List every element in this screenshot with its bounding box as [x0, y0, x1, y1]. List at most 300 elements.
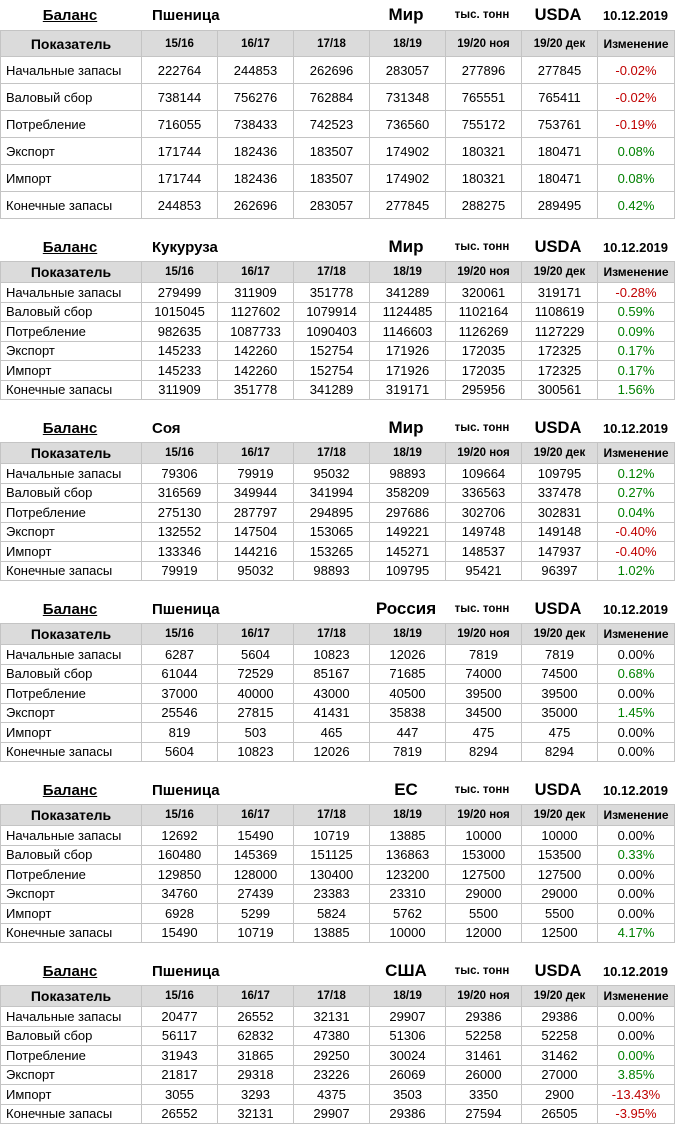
value-cell: 85167 — [293, 665, 369, 684]
value-cell: 262696 — [217, 192, 293, 218]
value-cell: 31865 — [217, 1046, 293, 1065]
table-row — [0, 1027, 675, 1047]
table-row — [0, 562, 675, 582]
balance-table — [0, 0, 675, 219]
value-cell: 7819 — [521, 645, 597, 664]
value-cell: 30024 — [369, 1046, 445, 1065]
column-header-16-17: 16/17 — [217, 443, 293, 463]
table-row — [0, 192, 675, 219]
column-header-19-20-nov: 19/20 ноя — [445, 624, 521, 644]
value-cell: 34500 — [445, 704, 521, 723]
row-label: Экспорт — [6, 886, 55, 902]
indicator-column-header: Показатель — [30, 807, 112, 823]
table-row — [0, 464, 675, 484]
value-cell: 25546 — [141, 704, 217, 723]
value-cell: 10719 — [293, 826, 369, 845]
column-header-18-19: 18/19 — [369, 805, 445, 825]
value-cell: 109795 — [521, 464, 597, 483]
row-label: Валовый сбор — [6, 89, 93, 105]
change-column-header: Изменение — [597, 262, 674, 282]
change-cell: 0.00% — [597, 645, 674, 664]
value-cell: 180471 — [521, 165, 597, 191]
change-cell: 1.02% — [597, 562, 674, 581]
value-cell: 294895 — [293, 503, 369, 522]
value-cell: 74500 — [521, 665, 597, 684]
change-cell: 0.00% — [597, 1007, 674, 1026]
value-cell: 295956 — [445, 381, 521, 400]
value-cell: 41431 — [293, 704, 369, 723]
value-cell: 35000 — [521, 704, 597, 723]
column-header-16-17: 16/17 — [217, 986, 293, 1006]
column-header-row — [0, 442, 675, 464]
region-label: Россия — [375, 599, 437, 618]
change-cell: 0.12% — [597, 464, 674, 483]
value-cell: 10000 — [369, 924, 445, 943]
value-cell: 3503 — [369, 1085, 445, 1104]
value-cell: 39500 — [521, 684, 597, 703]
value-cell: 287797 — [217, 503, 293, 522]
row-label: Начальные запасы — [6, 646, 122, 662]
value-cell: 182436 — [217, 138, 293, 164]
table-row — [0, 138, 675, 165]
value-cell: 341994 — [293, 484, 369, 503]
table-row — [0, 865, 675, 885]
change-cell: 1.56% — [597, 381, 674, 400]
table-title-row — [0, 776, 675, 804]
value-cell: 244853 — [141, 192, 217, 218]
table-title-row — [0, 0, 675, 30]
table-row — [0, 1007, 675, 1027]
value-cell: 182436 — [217, 165, 293, 191]
value-cell: 145369 — [217, 846, 293, 865]
report-date: 10.12.2019 — [602, 782, 669, 798]
table-row — [0, 684, 675, 704]
change-cell: 0.17% — [597, 361, 674, 380]
value-cell: 35838 — [369, 704, 445, 723]
column-header-19-20-dec: 19/20 дек — [521, 443, 597, 463]
indicator-column-header: Показатель — [30, 264, 112, 280]
value-cell: 148537 — [445, 542, 521, 561]
value-cell: 4375 — [293, 1085, 369, 1104]
column-header-16-17: 16/17 — [217, 624, 293, 644]
value-cell: 29250 — [293, 1046, 369, 1065]
value-cell: 52258 — [445, 1027, 521, 1046]
value-cell: 95032 — [217, 562, 293, 581]
table-body — [0, 1007, 675, 1124]
table-row — [0, 924, 675, 944]
column-header-19-20-nov: 19/20 ноя — [445, 443, 521, 463]
value-cell: 5824 — [293, 904, 369, 923]
value-cell: 12000 — [445, 924, 521, 943]
value-cell: 34760 — [141, 885, 217, 904]
column-header-18-19: 18/19 — [369, 31, 445, 56]
value-cell: 171744 — [141, 165, 217, 191]
change-cell: -13.43% — [597, 1085, 674, 1104]
table-row — [0, 283, 675, 303]
balance-table — [0, 776, 675, 943]
value-cell: 132552 — [141, 523, 217, 542]
balance-title: Баланс — [42, 600, 98, 618]
column-header-19-20-dec: 19/20 дек — [521, 31, 597, 56]
column-header-15-16: 15/16 — [141, 31, 217, 56]
change-column-header: Изменение — [597, 986, 674, 1006]
value-cell: 31462 — [521, 1046, 597, 1065]
row-label: Импорт — [6, 1086, 52, 1102]
value-cell: 7819 — [445, 645, 521, 664]
change-cell: 0.68% — [597, 665, 674, 684]
value-cell: 765411 — [521, 84, 597, 110]
value-cell: 736560 — [369, 111, 445, 137]
value-cell: 127500 — [521, 865, 597, 884]
value-cell: 503 — [217, 723, 293, 742]
table-row — [0, 885, 675, 905]
table-row — [0, 723, 675, 743]
row-label: Конечные запасы — [6, 382, 113, 398]
value-cell: 2900 — [521, 1085, 597, 1104]
table-row — [0, 84, 675, 111]
value-cell: 5604 — [141, 743, 217, 762]
value-cell: 29000 — [521, 885, 597, 904]
value-cell: 1126269 — [445, 322, 521, 341]
table-title-row — [0, 957, 675, 985]
change-cell: 0.33% — [597, 846, 674, 865]
table-row — [0, 1105, 675, 1124]
value-cell: 283057 — [293, 192, 369, 218]
commodity-label: Соя — [152, 419, 181, 437]
balance-table — [0, 414, 675, 581]
table-row — [0, 846, 675, 866]
indicator-column-header: Показатель — [30, 445, 112, 461]
value-cell: 39500 — [445, 684, 521, 703]
source-label: USDA — [534, 780, 582, 799]
value-cell: 29318 — [217, 1066, 293, 1085]
value-cell: 762884 — [293, 84, 369, 110]
change-column-header: Изменение — [597, 31, 674, 56]
value-cell: 61044 — [141, 665, 217, 684]
value-cell: 149221 — [369, 523, 445, 542]
value-cell: 8294 — [521, 743, 597, 762]
column-header-row — [0, 623, 675, 645]
value-cell: 109795 — [369, 562, 445, 581]
value-cell: 95032 — [293, 464, 369, 483]
column-header-16-17: 16/17 — [217, 31, 293, 56]
column-header-19-20-nov: 19/20 ноя — [445, 262, 521, 282]
report-date: 10.12.2019 — [602, 7, 669, 23]
value-cell: 731348 — [369, 84, 445, 110]
change-cell: 4.17% — [597, 924, 674, 943]
value-cell: 341289 — [369, 283, 445, 302]
balance-table — [0, 233, 675, 400]
value-cell: 129850 — [141, 865, 217, 884]
table-body — [0, 645, 675, 762]
value-cell: 136863 — [369, 846, 445, 865]
column-header-row — [0, 985, 675, 1007]
value-cell: 13885 — [293, 924, 369, 943]
column-header-15-16: 15/16 — [141, 443, 217, 463]
report-date: 10.12.2019 — [602, 239, 669, 255]
row-label: Конечные запасы — [6, 925, 113, 941]
value-cell: 337478 — [521, 484, 597, 503]
value-cell: 12692 — [141, 826, 217, 845]
value-cell: 109664 — [445, 464, 521, 483]
value-cell: 32131 — [293, 1007, 369, 1026]
value-cell: 27439 — [217, 885, 293, 904]
value-cell: 152754 — [293, 361, 369, 380]
column-header-18-19: 18/19 — [369, 986, 445, 1006]
table-title-row — [0, 414, 675, 442]
column-header-18-19: 18/19 — [369, 443, 445, 463]
column-header-15-16: 15/16 — [141, 986, 217, 1006]
value-cell: 174902 — [369, 138, 445, 164]
column-header-16-17: 16/17 — [217, 805, 293, 825]
value-cell: 765551 — [445, 84, 521, 110]
column-header-row — [0, 804, 675, 826]
change-cell: -0.28% — [597, 283, 674, 302]
value-cell: 95421 — [445, 562, 521, 581]
value-cell: 982635 — [141, 322, 217, 341]
value-cell: 23383 — [293, 885, 369, 904]
value-cell: 6287 — [141, 645, 217, 664]
column-header-18-19: 18/19 — [369, 262, 445, 282]
value-cell: 147504 — [217, 523, 293, 542]
value-cell: 145271 — [369, 542, 445, 561]
value-cell: 183507 — [293, 165, 369, 191]
row-label: Потребление — [6, 1047, 86, 1063]
value-cell: 302831 — [521, 503, 597, 522]
table-row — [0, 904, 675, 924]
change-column-header: Изменение — [597, 624, 674, 644]
change-cell: -0.40% — [597, 542, 674, 561]
row-label: Потребление — [6, 504, 86, 520]
value-cell: 1146603 — [369, 322, 445, 341]
value-cell: 13885 — [369, 826, 445, 845]
change-cell: -0.40% — [597, 523, 674, 542]
table-row — [0, 645, 675, 665]
row-label: Потребление — [6, 866, 86, 882]
column-header-19-20-nov: 19/20 ноя — [445, 31, 521, 56]
balance-table — [0, 957, 675, 1124]
value-cell: 96397 — [521, 562, 597, 581]
change-cell: 0.00% — [597, 743, 674, 762]
balance-title: Баланс — [42, 419, 98, 437]
value-cell: 275130 — [141, 503, 217, 522]
column-header-17-18: 17/18 — [293, 624, 369, 644]
value-cell: 145233 — [141, 361, 217, 380]
column-header-15-16: 15/16 — [141, 805, 217, 825]
change-cell: -0.19% — [597, 111, 674, 137]
value-cell: 12500 — [521, 924, 597, 943]
table-body — [0, 826, 675, 943]
change-cell: -3.95% — [597, 1105, 674, 1124]
value-cell: 738144 — [141, 84, 217, 110]
change-cell: 0.27% — [597, 484, 674, 503]
value-cell: 10823 — [293, 645, 369, 664]
change-cell: 0.09% — [597, 322, 674, 341]
row-label: Потребление — [6, 323, 86, 339]
change-cell: 0.00% — [597, 826, 674, 845]
change-cell: 3.85% — [597, 1066, 674, 1085]
table-row — [0, 523, 675, 543]
value-cell: 183507 — [293, 138, 369, 164]
report-date: 10.12.2019 — [602, 601, 669, 617]
change-cell: -0.02% — [597, 84, 674, 110]
table-row — [0, 542, 675, 562]
value-cell: 29907 — [293, 1105, 369, 1124]
units-label: тыс. тонн — [454, 9, 510, 21]
table-row — [0, 1046, 675, 1066]
value-cell: 180321 — [445, 138, 521, 164]
value-cell: 5500 — [521, 904, 597, 923]
value-cell: 40000 — [217, 684, 293, 703]
balance-title: Баланс — [42, 781, 98, 799]
row-label: Импорт — [6, 170, 52, 186]
source-label: USDA — [534, 418, 582, 437]
value-cell: 756276 — [217, 84, 293, 110]
value-cell: 5604 — [217, 645, 293, 664]
value-cell: 1124485 — [369, 303, 445, 322]
value-cell: 10000 — [521, 826, 597, 845]
change-cell: 0.00% — [597, 885, 674, 904]
value-cell: 142260 — [217, 342, 293, 361]
change-cell: 0.17% — [597, 342, 674, 361]
change-cell: 0.04% — [597, 503, 674, 522]
value-cell: 151125 — [293, 846, 369, 865]
row-label: Конечные запасы — [6, 744, 113, 760]
value-cell: 753761 — [521, 111, 597, 137]
value-cell: 23226 — [293, 1066, 369, 1085]
value-cell: 5299 — [217, 904, 293, 923]
indicator-column-header: Показатель — [30, 35, 112, 52]
commodity-label: Пшеница — [152, 600, 220, 618]
value-cell: 27815 — [217, 704, 293, 723]
row-label: Конечные запасы — [6, 1106, 113, 1122]
value-cell: 351778 — [293, 283, 369, 302]
value-cell: 40500 — [369, 684, 445, 703]
column-header-19-20-dec: 19/20 дек — [521, 262, 597, 282]
value-cell: 316569 — [141, 484, 217, 503]
value-cell: 52258 — [521, 1027, 597, 1046]
change-cell: 0.00% — [597, 684, 674, 703]
row-label: Экспорт — [6, 1067, 55, 1083]
value-cell: 15490 — [217, 826, 293, 845]
value-cell: 171744 — [141, 138, 217, 164]
value-cell: 1108619 — [521, 303, 597, 322]
value-cell: 319171 — [521, 283, 597, 302]
value-cell: 37000 — [141, 684, 217, 703]
value-cell: 142260 — [217, 361, 293, 380]
report-date: 10.12.2019 — [602, 420, 669, 436]
value-cell: 29386 — [521, 1007, 597, 1026]
value-cell: 819 — [141, 723, 217, 742]
balance-table — [0, 595, 675, 762]
value-cell: 98893 — [369, 464, 445, 483]
value-cell: 465 — [293, 723, 369, 742]
table-row — [0, 111, 675, 138]
column-header-19-20-dec: 19/20 дек — [521, 624, 597, 644]
source-label: USDA — [534, 961, 582, 980]
change-cell: 0.00% — [597, 865, 674, 884]
table-row — [0, 484, 675, 504]
table-row — [0, 342, 675, 362]
commodity-label: Кукуруза — [152, 238, 218, 256]
value-cell: 716055 — [141, 111, 217, 137]
value-cell: 3293 — [217, 1085, 293, 1104]
value-cell: 31461 — [445, 1046, 521, 1065]
value-cell: 180321 — [445, 165, 521, 191]
units-label: тыс. тонн — [454, 241, 510, 253]
units-label: тыс. тонн — [454, 784, 510, 796]
value-cell: 283057 — [369, 57, 445, 83]
table-row — [0, 57, 675, 84]
value-cell: 336563 — [445, 484, 521, 503]
column-header-19-20-nov: 19/20 ноя — [445, 805, 521, 825]
value-cell: 172035 — [445, 342, 521, 361]
column-header-17-18: 17/18 — [293, 262, 369, 282]
value-cell: 153065 — [293, 523, 369, 542]
value-cell: 32131 — [217, 1105, 293, 1124]
value-cell: 222764 — [141, 57, 217, 83]
value-cell: 1090403 — [293, 322, 369, 341]
region-label: США — [385, 961, 427, 980]
column-header-17-18: 17/18 — [293, 805, 369, 825]
value-cell: 29000 — [445, 885, 521, 904]
row-label: Начальные запасы — [6, 284, 122, 300]
value-cell: 56117 — [141, 1027, 217, 1046]
change-cell: 0.00% — [597, 904, 674, 923]
value-cell: 71685 — [369, 665, 445, 684]
value-cell: 27594 — [445, 1105, 521, 1124]
value-cell: 26552 — [217, 1007, 293, 1026]
table-row — [0, 743, 675, 763]
value-cell: 1102164 — [445, 303, 521, 322]
source-label: USDA — [534, 599, 582, 618]
value-cell: 3350 — [445, 1085, 521, 1104]
table-title-row — [0, 595, 675, 623]
value-cell: 5762 — [369, 904, 445, 923]
value-cell: 174902 — [369, 165, 445, 191]
row-label: Конечные запасы — [6, 197, 113, 213]
units-label: тыс. тонн — [454, 422, 510, 434]
value-cell: 149148 — [521, 523, 597, 542]
value-cell: 21817 — [141, 1066, 217, 1085]
value-cell: 79306 — [141, 464, 217, 483]
table-row — [0, 361, 675, 381]
table-row — [0, 1085, 675, 1105]
value-cell: 1127602 — [217, 303, 293, 322]
source-label: USDA — [534, 237, 582, 256]
row-label: Экспорт — [6, 343, 55, 359]
report-date: 10.12.2019 — [602, 963, 669, 979]
row-label: Валовый сбор — [6, 1028, 93, 1044]
table-body — [0, 57, 675, 219]
value-cell: 79919 — [217, 464, 293, 483]
value-cell: 349944 — [217, 484, 293, 503]
value-cell: 319171 — [369, 381, 445, 400]
table-body — [0, 464, 675, 581]
value-cell: 128000 — [217, 865, 293, 884]
value-cell: 10719 — [217, 924, 293, 943]
value-cell: 279499 — [141, 283, 217, 302]
table-row — [0, 165, 675, 192]
commodity-label: Пшеница — [152, 6, 220, 24]
table-row — [0, 704, 675, 724]
value-cell: 20477 — [141, 1007, 217, 1026]
value-cell: 79919 — [141, 562, 217, 581]
value-cell: 320061 — [445, 283, 521, 302]
change-column-header: Изменение — [597, 805, 674, 825]
column-header-16-17: 16/17 — [217, 262, 293, 282]
balance-title: Баланс — [42, 962, 98, 980]
